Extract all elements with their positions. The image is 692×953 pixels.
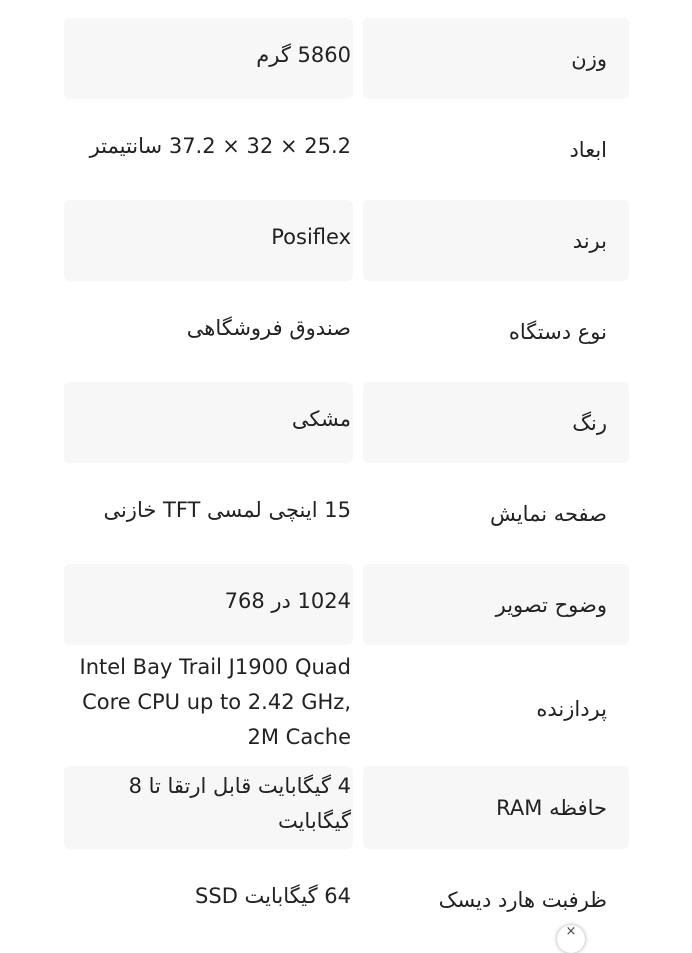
spec-row-resolution bbox=[64, 564, 629, 645]
spec-label: رنگ bbox=[363, 382, 629, 463]
spec-value: 25.2 × 32 × 37.2 سانتیمتر bbox=[89, 134, 351, 158]
spec-row-ram bbox=[64, 766, 629, 849]
spec-value: 1024 در 768 bbox=[64, 564, 353, 645]
spec-label: ظرفبت هارد دیسک bbox=[438, 887, 607, 912]
spec-table bbox=[64, 18, 629, 950]
spec-value: صندوق فروشگاهی bbox=[186, 316, 351, 340]
spec-row-storage bbox=[64, 859, 629, 940]
spec-value: 4 گیگابایت قابل ارتقا تا 8 گیگابایت bbox=[64, 766, 353, 849]
spec-label: حافظه RAM bbox=[363, 766, 629, 849]
spec-label: وضوح تصویر bbox=[363, 564, 629, 645]
spec-row-color bbox=[64, 382, 629, 463]
spec-value: Intel Bay Trail J1900 Quad Core CPU up to 2.42 GHz, 2M Cache bbox=[79, 655, 351, 749]
spec-row-brand bbox=[64, 200, 629, 281]
spec-label: پردازنده bbox=[536, 697, 607, 721]
spec-label: وزن bbox=[363, 18, 629, 99]
spec-value: 5860 گرم bbox=[64, 18, 353, 99]
spec-row-processor bbox=[64, 655, 629, 763]
spec-label: نوع دستگاه bbox=[508, 319, 607, 344]
spec-row-dimensions bbox=[64, 109, 629, 190]
spec-value: مشکی bbox=[64, 382, 353, 463]
spec-label: برند bbox=[363, 200, 629, 281]
spec-row-display bbox=[64, 473, 629, 554]
close-icon[interactable]: × bbox=[557, 925, 585, 953]
spec-value: Posiflex bbox=[64, 200, 353, 281]
spec-value: 15 اینچی لمسی TFT خازنی bbox=[103, 498, 351, 522]
spec-row-device-type bbox=[64, 291, 629, 372]
spec-row-weight bbox=[64, 18, 629, 99]
spec-value: 64 گیگابایت SSD bbox=[195, 884, 351, 908]
spec-label: صفحه نمایش bbox=[490, 501, 607, 526]
spec-label: ابعاد bbox=[569, 137, 607, 162]
